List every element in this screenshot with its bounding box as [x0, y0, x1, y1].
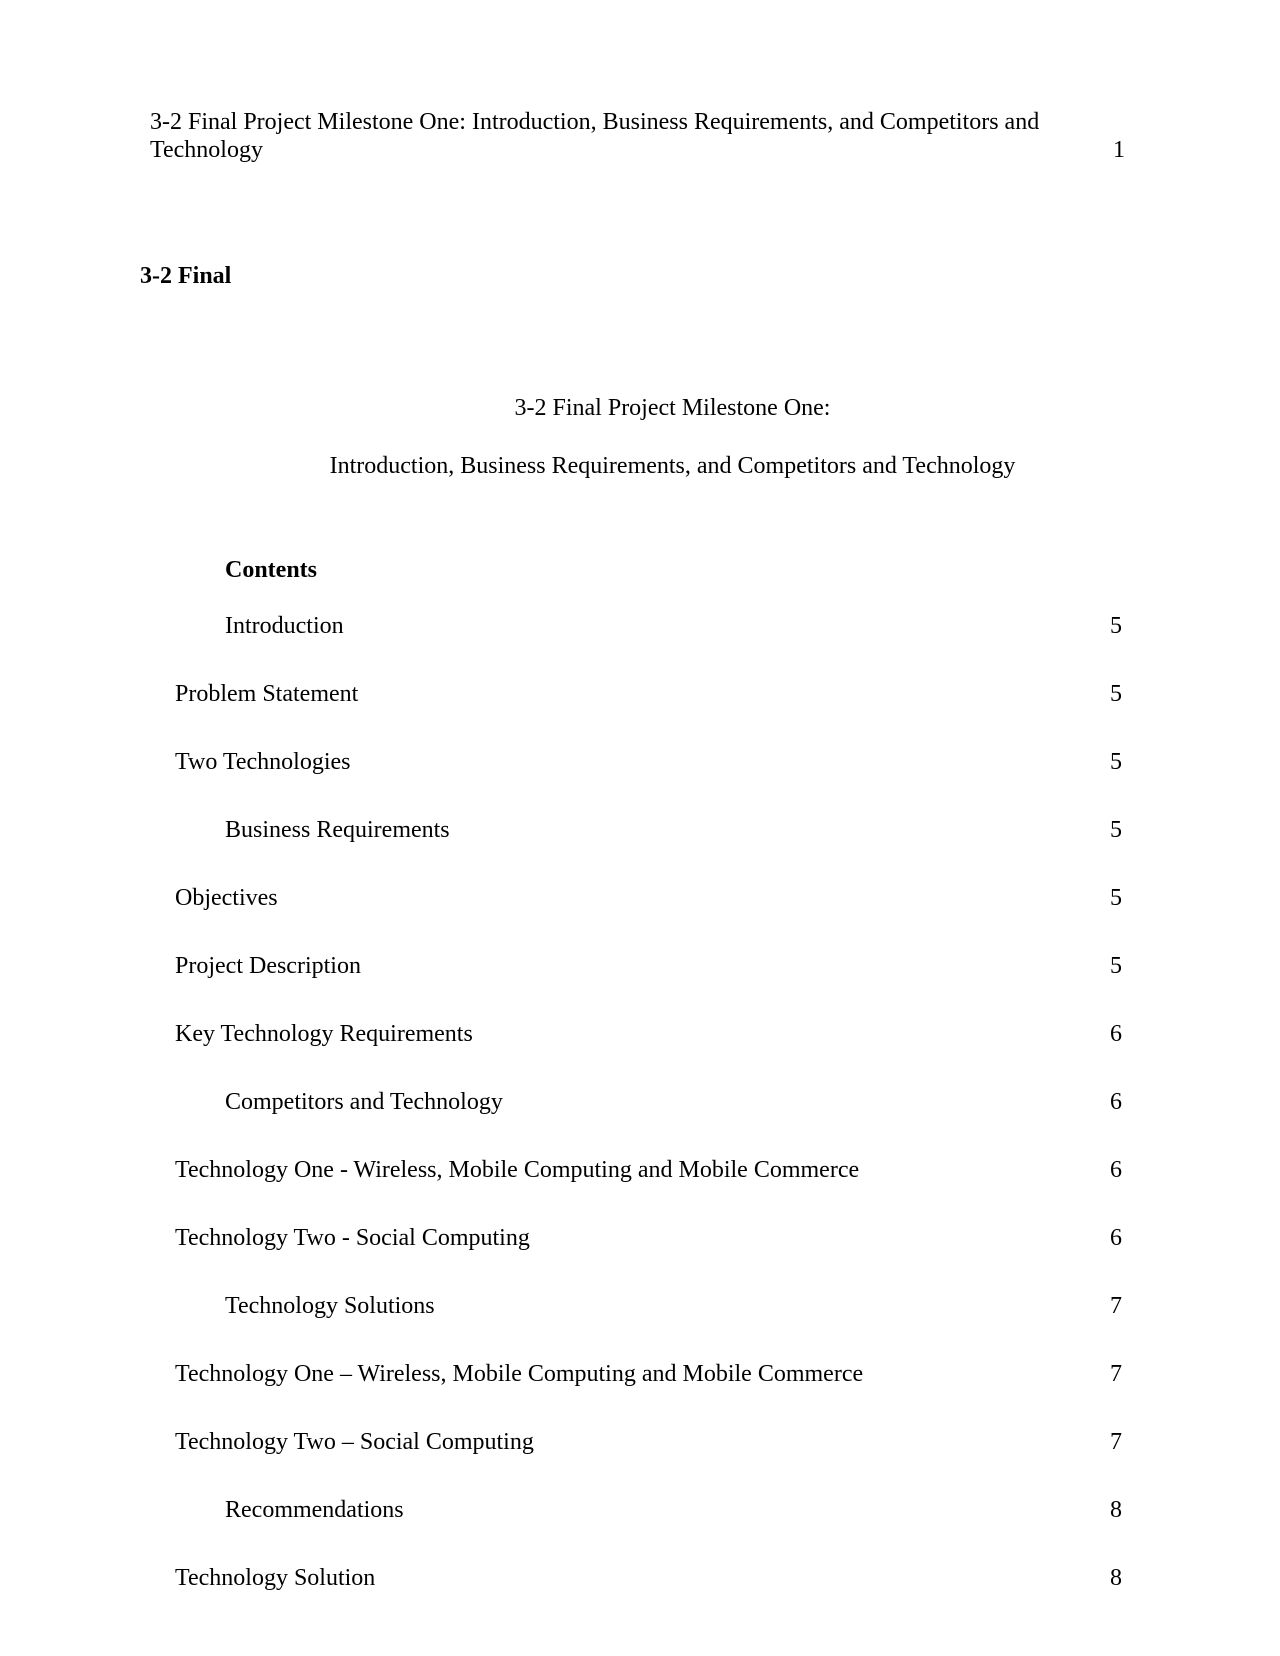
- header-line-2: Technology: [150, 137, 263, 163]
- toc-entry[interactable]: [0, 1564, 1280, 1592]
- toc-entry-page: 5: [1110, 885, 1122, 911]
- toc-entry-page: 8: [1110, 1497, 1122, 1523]
- toc-entry-page: 6: [1110, 1021, 1122, 1047]
- toc-entry-label[interactable]: Technology Solution: [175, 1565, 376, 1591]
- toc-entry[interactable]: [0, 1224, 1280, 1252]
- toc-entry-page: 7: [1110, 1361, 1122, 1387]
- toc-entry[interactable]: [0, 1020, 1280, 1048]
- toc-entry-page: 5: [1110, 681, 1122, 707]
- toc-entry-label[interactable]: Key Technology Requirements: [175, 1021, 473, 1047]
- document-title-line-1: 3-2 Final Project Milestone One:: [514, 395, 831, 421]
- toc-entry[interactable]: [0, 748, 1280, 776]
- toc-entry[interactable]: [0, 816, 1280, 844]
- header-line-1: 3-2 Final Project Milestone One: Introduction, Business Requirements, and Competitors and: [150, 109, 1040, 135]
- toc-entry[interactable]: [0, 680, 1280, 708]
- toc-entry-label[interactable]: Two Technologies: [175, 749, 351, 775]
- toc-entry-page: 5: [1110, 749, 1122, 775]
- header-page-number: 1: [1113, 137, 1125, 163]
- toc-entry-label[interactable]: Technology Solutions: [225, 1293, 435, 1319]
- toc-entry-page: 7: [1110, 1293, 1122, 1319]
- toc-entry-label[interactable]: Recommendations: [225, 1497, 404, 1523]
- toc-entry-label[interactable]: Business Requirements: [225, 817, 450, 843]
- toc-entry-page: 8: [1110, 1565, 1122, 1591]
- toc-entry-page: 5: [1110, 613, 1122, 639]
- document-title-line-2: Introduction, Business Requirements, and Competitors and Technology: [329, 453, 1016, 479]
- toc-entry[interactable]: [0, 1088, 1280, 1116]
- toc-entry[interactable]: [0, 1292, 1280, 1320]
- toc-entry-label[interactable]: Project Description: [175, 953, 361, 979]
- toc-entry[interactable]: [0, 1156, 1280, 1184]
- toc-entry-label[interactable]: Technology Two – Social Computing: [175, 1429, 534, 1455]
- toc-entry-page: 5: [1110, 817, 1122, 843]
- toc-entry-page: 6: [1110, 1225, 1122, 1251]
- toc-entry[interactable]: [0, 1360, 1280, 1388]
- toc-entry[interactable]: [0, 1428, 1280, 1456]
- toc-entry-label[interactable]: Technology One - Wireless, Mobile Computing and Mobile Commerce: [175, 1157, 860, 1183]
- toc-entry[interactable]: [0, 612, 1280, 640]
- short-title: 3-2 Final: [140, 263, 232, 289]
- toc-entry-page: 6: [1110, 1089, 1122, 1115]
- toc-entry[interactable]: [0, 1496, 1280, 1524]
- toc-entry[interactable]: [0, 952, 1280, 980]
- toc-entry-page: 5: [1110, 953, 1122, 979]
- contents-heading: Contents: [225, 557, 318, 583]
- toc-entry[interactable]: [0, 884, 1280, 912]
- toc-entry-label[interactable]: Technology One – Wireless, Mobile Computing and Mobile Commerce: [175, 1361, 864, 1387]
- toc-entry-page: 6: [1110, 1157, 1122, 1183]
- toc-entry-label[interactable]: Technology Two - Social Computing: [175, 1225, 530, 1251]
- toc-entry-label[interactable]: Introduction: [225, 613, 344, 639]
- toc-entry-page: 7: [1110, 1429, 1122, 1455]
- running-header: [150, 108, 1125, 164]
- toc-entry-label[interactable]: Objectives: [175, 885, 278, 911]
- toc-entry-label[interactable]: Competitors and Technology: [225, 1089, 503, 1115]
- toc-entry-label[interactable]: Problem Statement: [175, 681, 359, 707]
